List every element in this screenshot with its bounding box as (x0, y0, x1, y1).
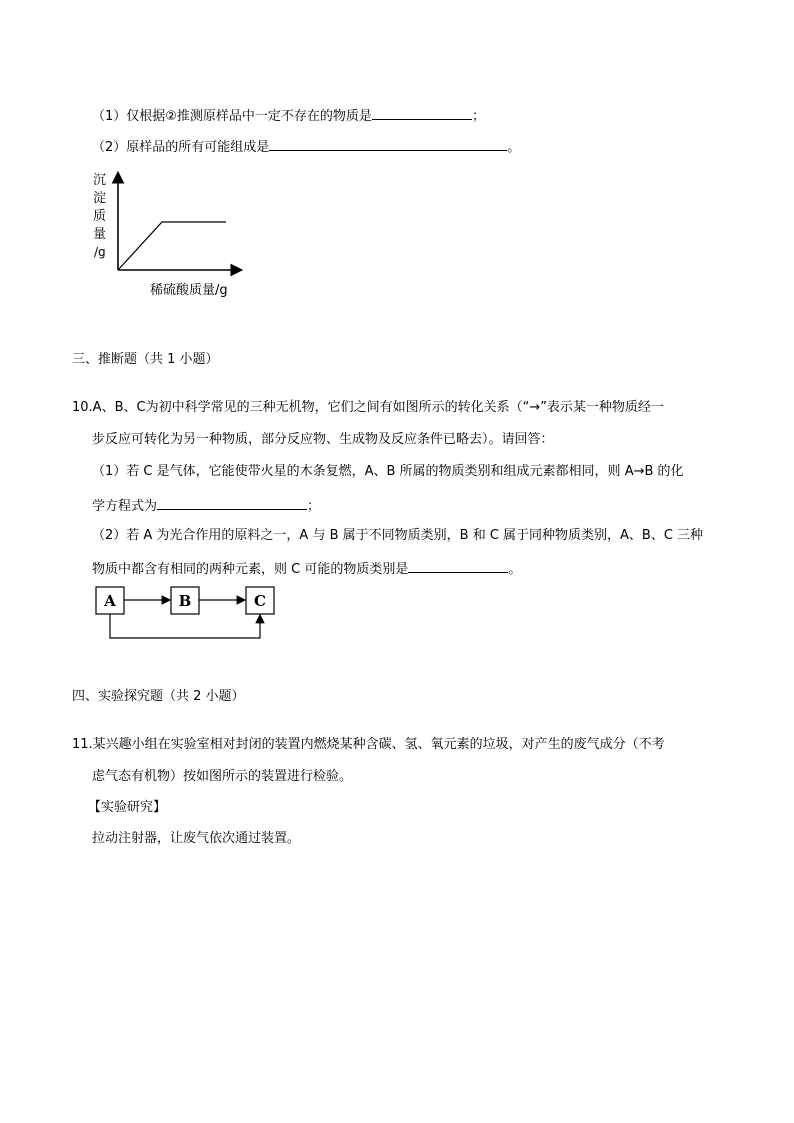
q10-sub2-line2 (92, 558, 521, 579)
box-a-label: A (104, 592, 116, 610)
y-label-char: 沉 (93, 173, 107, 188)
q11-instruction: 拉动注射器，让废气依次通过装置。 (92, 831, 301, 846)
precipitate-graph (88, 168, 258, 300)
q11-stem-line1: 11.某兴趣小组在实验室相对封闭的装置内燃烧某种含碳、氢、氧元素的垃圾，对产生的废气成分（不考 (72, 737, 665, 752)
section-heading-inference: 三、推断题（共 1 小题） (72, 352, 219, 367)
y-label-char: 质 (93, 209, 107, 224)
prev-sub2-text: （2）原样品的所有可能组成是 (92, 140, 270, 155)
q10-sub2-line1: （2）若 A 为光合作用的原料之一，A 与 B 属于不同物质类别，B 和 C 属于同种物质类别，A、B、C 三种 (92, 528, 704, 543)
prev-question-sub1 (92, 105, 485, 126)
answer-blank[interactable] (269, 136, 507, 151)
q10-sub2-suffix: 。 (508, 562, 522, 577)
q10-stem-line1: 10.A、B、C为初中科学常见的三种无机物，它们之间有如图所示的转化关系（“→”表示某一种物质经一 (72, 400, 664, 415)
x-label: 稀硫酸质量/g (150, 283, 228, 298)
precipitate-curve (118, 222, 226, 270)
prev-sub1-text: （1）仅根据②推测原样品中一定不存在的物质是 (92, 109, 372, 124)
q10-sub1-prefix: 学方程式为 (92, 499, 158, 514)
box-b-label: B (178, 592, 192, 610)
prev-sub2-suffix: 。 (507, 140, 521, 155)
prev-sub1-suffix: ； (471, 109, 485, 124)
arrow-a-to-c (110, 614, 260, 638)
answer-blank[interactable] (157, 495, 307, 510)
q10-sub1-line1: （1）若 C 是气体，它能使带火星的木条复燃，A、B 所属的物质类别和组成元素都相同，则 A→B 的化 (92, 464, 684, 479)
y-unit: /g (94, 245, 106, 259)
y-label-char: 淀 (93, 191, 107, 206)
y-label-char: 量 (93, 227, 107, 242)
q11-label: 【实验研究】 (88, 800, 167, 815)
answer-blank[interactable] (372, 105, 472, 120)
section-heading-experiment: 四、实验探究题（共 2 小题） (72, 689, 245, 704)
q10-sub1-suffix: ； (307, 499, 321, 514)
box-c-label: C (254, 592, 266, 610)
q10-stem-line2: 步反应可转化为另一种物质，部分反应物、生成物及反应条件已略去）。请回答： (92, 432, 554, 447)
q10-sub2-prefix: 物质中都含有相同的两种元素，则 C 可能的物质类别是 (92, 562, 409, 577)
answer-blank[interactable] (408, 558, 508, 573)
conversion-diagram (92, 582, 282, 644)
prev-question-sub2 (92, 136, 520, 157)
q11-stem-line2: 虑气态有机物）按如图所示的装置进行检验。 (92, 769, 353, 784)
q10-sub1-line2 (92, 495, 320, 516)
